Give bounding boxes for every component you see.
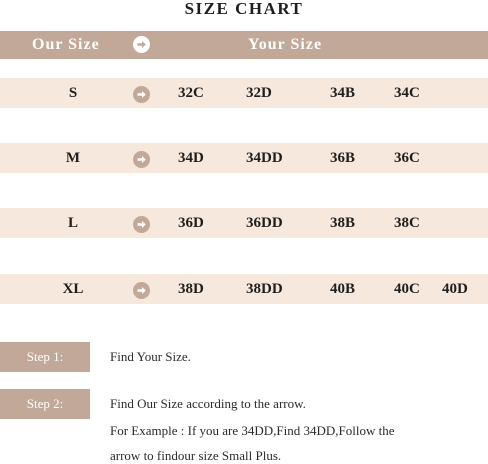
arrow-right-circle-icon (133, 36, 150, 53)
size-row-xl (0, 274, 488, 304)
size-row-l (0, 208, 488, 238)
your-size-cell: 36C (394, 150, 420, 166)
your-size-cell: 38D (178, 281, 204, 297)
table-header (0, 31, 488, 59)
our-size-cell: L (67, 215, 78, 231)
step-2-text-line-1: Find Our Size according to the arrow. (110, 396, 306, 411)
step-1-text: Find Your Size. (110, 349, 191, 364)
your-size-cell: 36B (330, 150, 356, 166)
arrow-right-circle-icon (133, 151, 150, 168)
arrow-right-circle-icon (133, 86, 150, 103)
your-size-cell: 40B (330, 281, 356, 297)
your-size-cell: 32D (246, 85, 272, 101)
your-size-cell: 36D (178, 215, 204, 231)
your-size-cell: 40D (442, 281, 468, 297)
our-size-cell: S (68, 85, 78, 101)
size-row-s (0, 78, 488, 108)
your-size-cell: 38DD (246, 281, 283, 297)
your-size-cell: 38C (394, 215, 420, 231)
your-size-cell: 34B (330, 85, 356, 101)
arrow-right-circle-icon (133, 282, 150, 299)
header-our-size: Our Size (32, 36, 100, 53)
size-row-m (0, 143, 488, 173)
arrow-right-circle-icon (133, 216, 150, 233)
page-title: SIZE CHART (184, 0, 304, 18)
your-size-cell: 38B (330, 215, 356, 231)
your-size-cell: 36DD (246, 215, 283, 231)
step-2-text-line-2: For Example : If you are 34DD,Find 34DD,Follow the (110, 423, 395, 438)
step-2-text-line-3: arrow to findour size Small Plus. (110, 448, 282, 463)
your-size-cell: 34C (394, 85, 420, 101)
header-your-size: Your Size (248, 36, 323, 53)
your-size-cell: 32C (178, 85, 204, 101)
your-size-cell: 34D (178, 150, 204, 166)
your-size-cell: 34DD (246, 150, 283, 166)
step-2-label: Step 2: (0, 389, 90, 419)
our-size-cell: M (65, 150, 81, 166)
our-size-cell: XL (62, 281, 84, 297)
step-1-label: Step 1: (0, 342, 90, 372)
your-size-cell: 40C (394, 281, 420, 297)
